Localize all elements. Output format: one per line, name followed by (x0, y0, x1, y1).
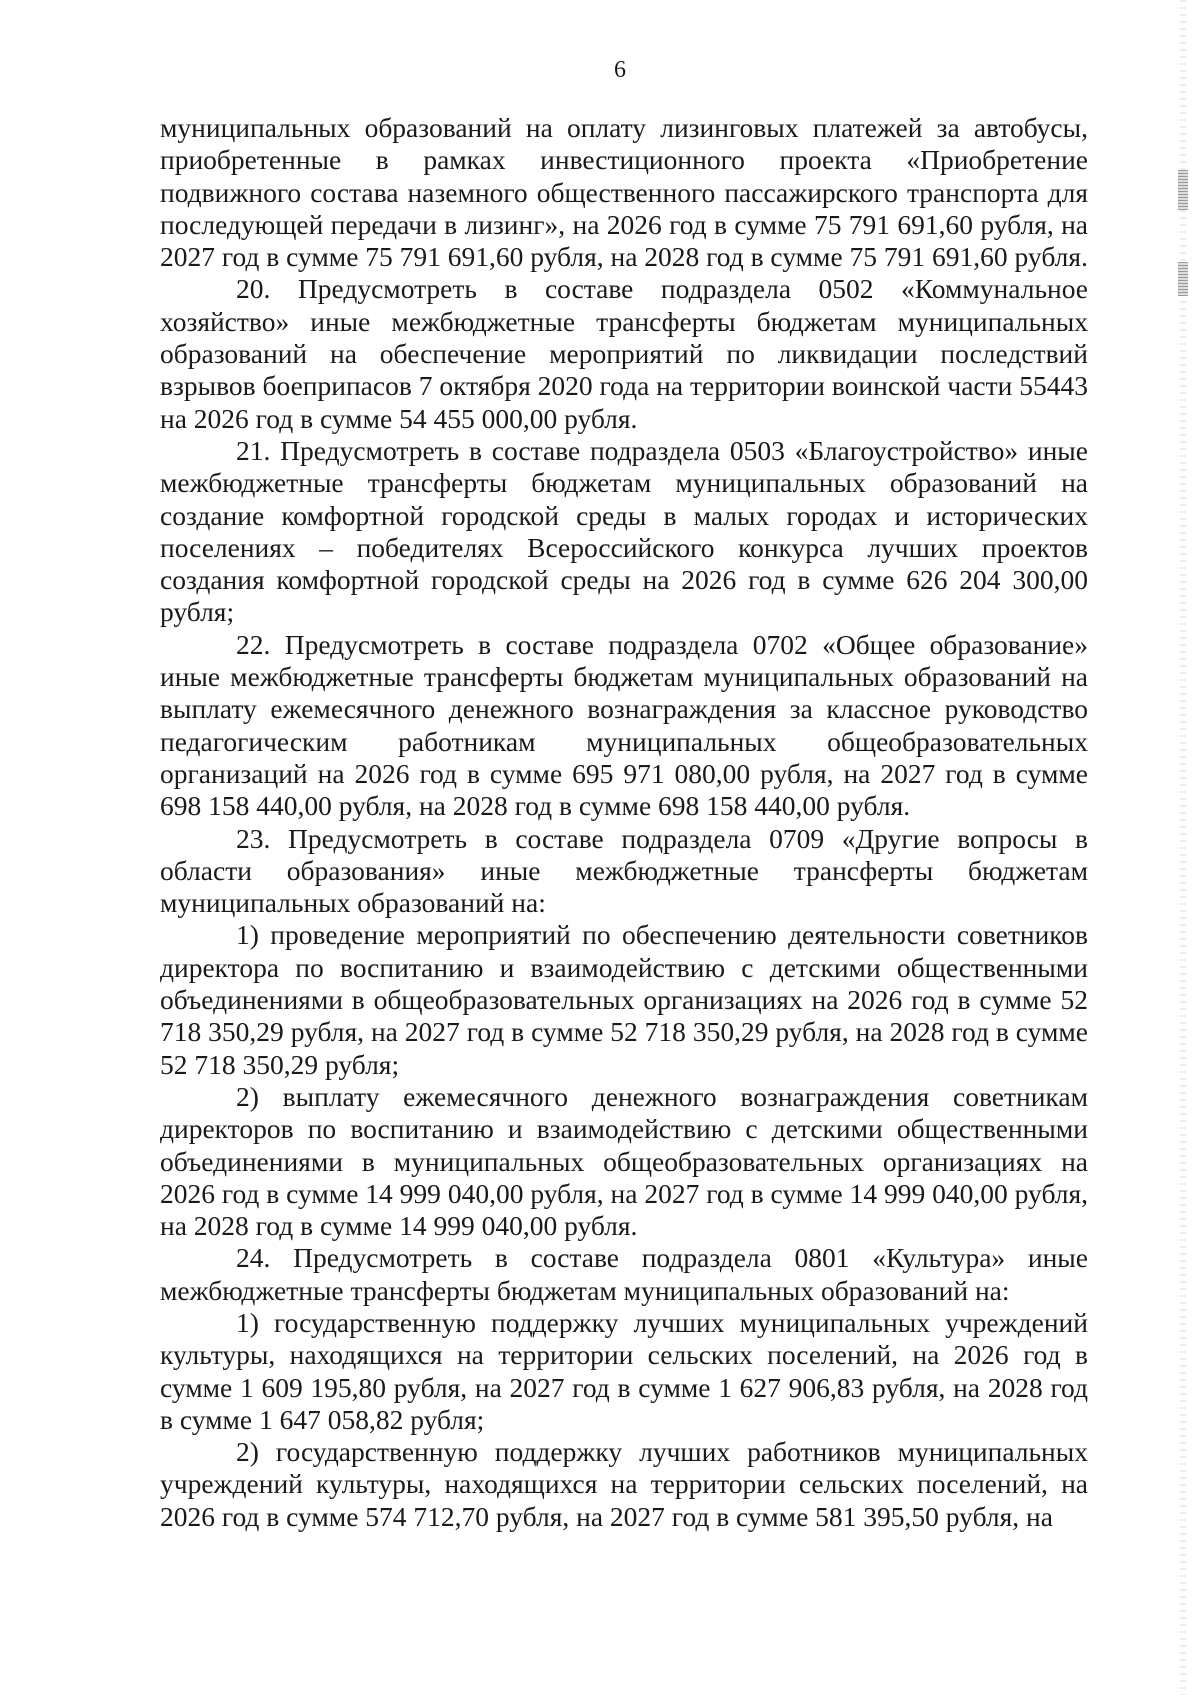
paragraph-24: 24. Предусмотреть в составе подраздела 0801 «Культура» иные межбюджетные трансферты бюджетам муниципальных образований на: (160, 1242, 1088, 1306)
paragraph-24-item-1: 1) государственную поддержку лучших муниципальных учреждений культуры, находящихся на территории сельских поселений, на 2026 год в сумме 1 609 195,80 рубля, на 2027 год в сумме 1 627 906,83 рубля, на 2028 год в сумме 1 647 058,82 рубля; (160, 1306, 1088, 1435)
paragraph-23: 23. Предусмотреть в составе подраздела 0709 «Другие вопросы в области образования» иные межбюджетные трансферты бюджетам муниципальных образований на: (160, 822, 1088, 919)
scan-edge-artifact (1180, 0, 1186, 1695)
paragraph-23-item-2: 2) выплату ежемесячного денежного вознаграждения советникам директоров по воспитанию и взаимодействию с детскими общественными объединениями в муниципальных общеобразовательных организациях на 2026 год в сумме 14 999 040,00 рубля, на 2027 год в сумме 14 999 040,00 рубля, на 2028 год в сумме 14 999 040,00 рубля. (160, 1080, 1088, 1242)
paragraph-19-continuation: муниципальных образований на оплату лизинговых платежей за автобусы, приобретенные в рамках инвестиционного проекта «Приобретение подвижного состава наземного общественного пассажирского транспорта для последующей передачи в лизинг», на 2026 год в сумме 75 791 691,60 рубля, на 2027 год в сумме 75 791 691,60 рубля, на 2028 год в сумме 75 791 691,60 рубля. (160, 112, 1088, 273)
scan-mark-artifact (1178, 170, 1188, 210)
paragraph-23-item-1: 1) проведение мероприятий по обеспечению деятельности советников директора по воспитанию и взаимодействию с детскими общественными объединениями в общеобразовательных организациях на 2026 год в сумме 52 718 350,29 рубля, на 2027 год в сумме 52 718 350,29 рубля, на 2028 год в сумме 52 718 350,29 рубля; (160, 919, 1088, 1080)
paragraph-24-item-2: 2) государственную поддержку лучших работников муниципальных учреждений культуры, находящихся на территории сельских поселений, на 2026 год в сумме 574 712,70 рубля, на 2027 год в сумме 581 395,50 рубля, на (160, 1436, 1088, 1532)
paragraph-21: 21. Предусмотреть в составе подраздела 0503 «Благоустройство» иные межбюджетные трансферты бюджетам муниципальных образований на создание комфортной городской среды в малых городах и исторических поселениях – победителях Всероссийского конкурса лучших проектов создания комфортной городской среды на 2026 год в сумме 626 204 300,00 рубля; (160, 434, 1088, 628)
document-body (160, 112, 1088, 1533)
paragraph-20: 20. Предусмотреть в составе подраздела 0502 «Коммунальное хозяйство» иные межбюджетные трансферты бюджетам муниципальных образований на обеспечение мероприятий по ликвидации последствий взрывов боеприпасов 7 октября 2020 года на территории воинской части 55443 на 2026 год в сумме 54 455 000,00 рубля. (160, 273, 1088, 434)
scan-mark-artifact (1178, 262, 1188, 296)
page-number: 6 (614, 57, 626, 83)
paragraph-22: 22. Предусмотреть в составе подраздела 0702 «Общее образование» иные межбюджетные трансферты бюджетам муниципальных образований на выплату ежемесячного денежного вознаграждения за классное руководство педагогическим работникам муниципальных общеобразовательных организаций на 2026 год в сумме 695 971 080,00 рубля, на 2027 год в сумме 698 158 440,00 рубля, на 2028 год в сумме 698 158 440,00 рубля. (160, 628, 1088, 822)
